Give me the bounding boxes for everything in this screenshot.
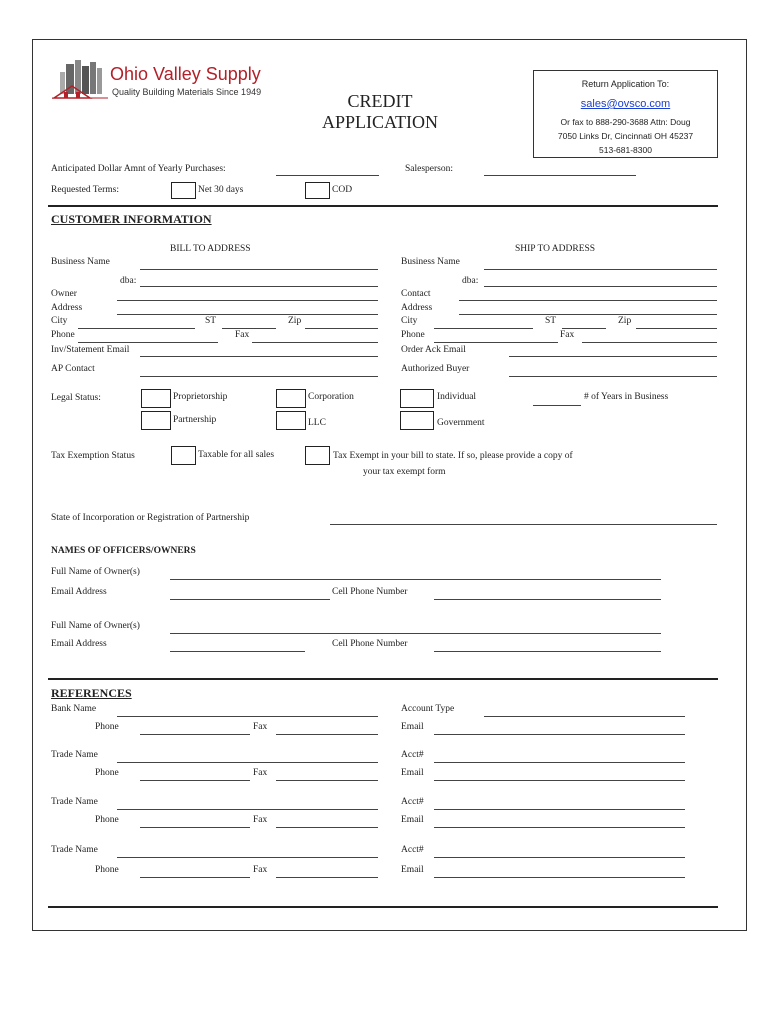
bank-fax-field[interactable] xyxy=(276,734,378,735)
ship-fax-label: Fax xyxy=(560,330,575,340)
anticipated-purchases-field[interactable] xyxy=(276,175,379,176)
section-divider-3 xyxy=(48,906,718,908)
ship-address-field[interactable] xyxy=(459,314,717,315)
owner1-email-field[interactable] xyxy=(170,599,330,600)
trade1-acct-label: Acct# xyxy=(401,750,424,760)
bill-address-field[interactable] xyxy=(117,314,378,315)
authorized-buyer-field[interactable] xyxy=(509,376,717,377)
years-in-business-field[interactable] xyxy=(533,405,581,406)
owner1-cell-label: Cell Phone Number xyxy=(332,587,408,597)
ship-to-heading: SHIP TO ADDRESS xyxy=(515,244,596,254)
trade1-email-label: Email xyxy=(401,768,424,778)
trade2-name-label: Trade Name xyxy=(51,797,98,807)
state-incorporation-field[interactable] xyxy=(330,524,717,525)
trade3-fax-label: Fax xyxy=(253,865,268,875)
net30-label: Net 30 days xyxy=(198,185,244,195)
ship-phone-field[interactable] xyxy=(434,342,558,343)
trade2-fax-field[interactable] xyxy=(276,827,378,828)
owner2-email-field[interactable] xyxy=(170,651,305,652)
proprietorship-checkbox[interactable] xyxy=(141,389,171,408)
return-phone: 513-681-8300 xyxy=(599,145,652,155)
trade2-email-field[interactable] xyxy=(434,827,685,828)
owner2-cell-field[interactable] xyxy=(434,651,661,652)
order-ack-email-label: Order Ack Email xyxy=(401,345,466,355)
proprietorship-label: Proprietorship xyxy=(173,392,228,402)
bank-name-field[interactable] xyxy=(117,716,378,717)
individual-label: Individual xyxy=(437,392,477,402)
return-email-link[interactable]: sales@ovsco.com xyxy=(580,98,671,110)
ship-zip-field[interactable] xyxy=(636,328,717,329)
trade1-name-label: Trade Name xyxy=(51,750,98,760)
bill-business-name-label: Business Name xyxy=(51,257,110,267)
bill-dba-field[interactable] xyxy=(140,286,378,287)
state-incorporation-label: State of Incorporation or Registration of Partnership xyxy=(51,513,250,523)
bill-city-label: City xyxy=(51,316,68,326)
ship-st-label: ST xyxy=(545,316,557,326)
tax-exempt-label-2: your tax exempt form xyxy=(363,467,446,477)
tax-exempt-checkbox[interactable] xyxy=(305,446,330,465)
owner2-email-label: Email Address xyxy=(51,639,107,649)
net30-checkbox[interactable] xyxy=(171,182,196,199)
ship-zip-label: Zip xyxy=(618,316,632,326)
section-divider-2 xyxy=(48,678,718,680)
government-label: Government xyxy=(437,418,485,428)
order-ack-email-field[interactable] xyxy=(509,356,717,357)
ship-business-name-label: Business Name xyxy=(401,257,460,267)
bill-phone-field[interactable] xyxy=(78,342,218,343)
inv-email-field[interactable] xyxy=(140,356,378,357)
cod-label: COD xyxy=(332,185,353,195)
trade2-email-label: Email xyxy=(401,815,424,825)
bill-owner-label: Owner xyxy=(51,289,77,299)
title-line-1: CREDIT xyxy=(347,91,413,111)
owner1-cell-field[interactable] xyxy=(434,599,661,600)
trade3-email-label: Email xyxy=(401,865,424,875)
bill-fax-field[interactable] xyxy=(252,342,378,343)
bill-city-field[interactable] xyxy=(78,328,195,329)
logo-name: Ohio Valley Supply xyxy=(110,64,261,84)
trade1-name-field[interactable] xyxy=(117,762,378,763)
years-in-business-label: # of Years in Business xyxy=(584,392,669,402)
partnership-checkbox[interactable] xyxy=(141,411,171,430)
return-fax: Or fax to 888-290-3688 Attn: Doug xyxy=(560,117,691,127)
taxable-label: Taxable for all sales xyxy=(198,450,275,460)
owner1-email-label: Email Address xyxy=(51,587,107,597)
logo-tagline: Quality Building Materials Since 1949 xyxy=(112,87,262,97)
trade2-acct-field[interactable] xyxy=(434,809,685,810)
ship-dba-field[interactable] xyxy=(484,286,717,287)
trade3-phone-field[interactable] xyxy=(140,877,250,878)
owner2-cell-label: Cell Phone Number xyxy=(332,639,408,649)
taxable-checkbox[interactable] xyxy=(171,446,196,465)
title-line-2: APPLICATION xyxy=(321,112,438,132)
trade3-name-field[interactable] xyxy=(117,857,378,858)
bank-phone-label: Phone xyxy=(95,722,119,732)
owner2-name-label: Full Name of Owner(s) xyxy=(51,621,140,631)
bill-st-field[interactable] xyxy=(222,328,276,329)
return-application-box xyxy=(533,70,718,158)
ship-dba-label: dba: xyxy=(462,276,479,286)
ship-city-label: City xyxy=(401,316,418,326)
bill-phone-label: Phone xyxy=(51,330,75,340)
trade2-phone-label: Phone xyxy=(95,815,119,825)
trade3-phone-label: Phone xyxy=(95,865,119,875)
bank-phone-field[interactable] xyxy=(140,734,250,735)
bill-zip-field[interactable] xyxy=(305,328,378,329)
bill-owner-field[interactable] xyxy=(117,300,378,301)
legal-status-label: Legal Status: xyxy=(51,393,101,403)
partnership-label: Partnership xyxy=(173,415,217,425)
ship-st-field[interactable] xyxy=(562,328,606,329)
ship-city-field[interactable] xyxy=(434,328,533,329)
ship-contact-label: Contact xyxy=(401,289,431,299)
authorized-buyer-label: Authorized Buyer xyxy=(401,364,470,374)
trade2-acct-label: Acct# xyxy=(401,797,424,807)
salesperson-label: Salesperson: xyxy=(405,164,454,174)
account-type-field[interactable] xyxy=(484,716,685,717)
section-divider xyxy=(48,205,718,207)
ship-fax-field[interactable] xyxy=(582,342,717,343)
references-heading: REFERENCES xyxy=(51,686,132,700)
bill-business-name-field[interactable] xyxy=(140,269,378,270)
bill-to-heading: BILL TO ADDRESS xyxy=(170,244,251,254)
trade2-fax-label: Fax xyxy=(253,815,268,825)
owner1-name-field[interactable] xyxy=(170,579,661,580)
owner1-name-label: Full Name of Owner(s) xyxy=(51,567,140,577)
bill-zip-label: Zip xyxy=(288,316,302,326)
bank-email-label: Email xyxy=(401,722,424,732)
llc-label: LLC xyxy=(308,418,326,428)
owner2-name-field[interactable] xyxy=(170,633,661,634)
bill-dba-label: dba: xyxy=(120,276,137,286)
trade2-phone-field[interactable] xyxy=(140,827,250,828)
officers-heading: NAMES OF OFFICERS/OWNERS xyxy=(51,546,196,556)
ship-address-label: Address xyxy=(401,303,433,313)
requested-terms-label: Requested Terms: xyxy=(51,185,120,195)
return-address: 7050 Links Dr, Cincinnati OH 45237 xyxy=(557,131,694,141)
ap-contact-field[interactable] xyxy=(140,376,378,377)
trade1-fax-label: Fax xyxy=(253,768,268,778)
trade3-acct-label: Acct# xyxy=(401,845,424,855)
trade3-fax-field[interactable] xyxy=(276,877,378,878)
ship-phone-label: Phone xyxy=(401,330,425,340)
corporation-checkbox[interactable] xyxy=(276,389,306,408)
bank-name-label: Bank Name xyxy=(51,704,97,714)
bank-email-field[interactable] xyxy=(434,734,685,735)
bill-st-label: ST xyxy=(205,316,217,326)
individual-checkbox[interactable] xyxy=(400,389,434,408)
account-type-label: Account Type xyxy=(401,704,455,714)
bank-fax-label: Fax xyxy=(253,722,268,732)
trade1-phone-label: Phone xyxy=(95,768,119,778)
customer-info-heading: CUSTOMER INFORMATION xyxy=(51,212,212,226)
trade3-email-field[interactable] xyxy=(434,877,685,878)
trade3-name-label: Trade Name xyxy=(51,845,98,855)
bill-fax-label: Fax xyxy=(235,330,250,340)
corporation-label: Corporation xyxy=(308,392,354,402)
tax-exempt-label: Tax Exempt in your bill to state. If so, please provide a copy of xyxy=(333,451,573,461)
anticipated-purchases-label: Anticipated Dollar Amnt of Yearly Purchases: xyxy=(51,164,226,174)
ap-contact-label: AP Contact xyxy=(51,364,95,374)
government-checkbox[interactable] xyxy=(400,411,434,430)
trade1-acct-field[interactable] xyxy=(434,762,685,763)
return-heading: Return Application To: xyxy=(581,79,670,89)
trade1-email-field[interactable] xyxy=(434,780,685,781)
bill-address-label: Address xyxy=(51,303,83,313)
cod-checkbox[interactable] xyxy=(305,182,330,199)
tax-status-label: Tax Exemption Status xyxy=(51,451,135,461)
llc-checkbox[interactable] xyxy=(276,411,306,430)
trade3-acct-field[interactable] xyxy=(434,857,685,858)
page-title xyxy=(300,91,460,133)
salesperson-field[interactable] xyxy=(484,175,636,176)
trade2-name-field[interactable] xyxy=(117,809,378,810)
trade1-fax-field[interactable] xyxy=(276,780,378,781)
ship-contact-field[interactable] xyxy=(459,300,717,301)
ship-business-name-field[interactable] xyxy=(484,269,717,270)
inv-email-label: Inv/Statement Email xyxy=(51,345,130,355)
building-icon xyxy=(52,58,108,100)
trade1-phone-field[interactable] xyxy=(140,780,250,781)
